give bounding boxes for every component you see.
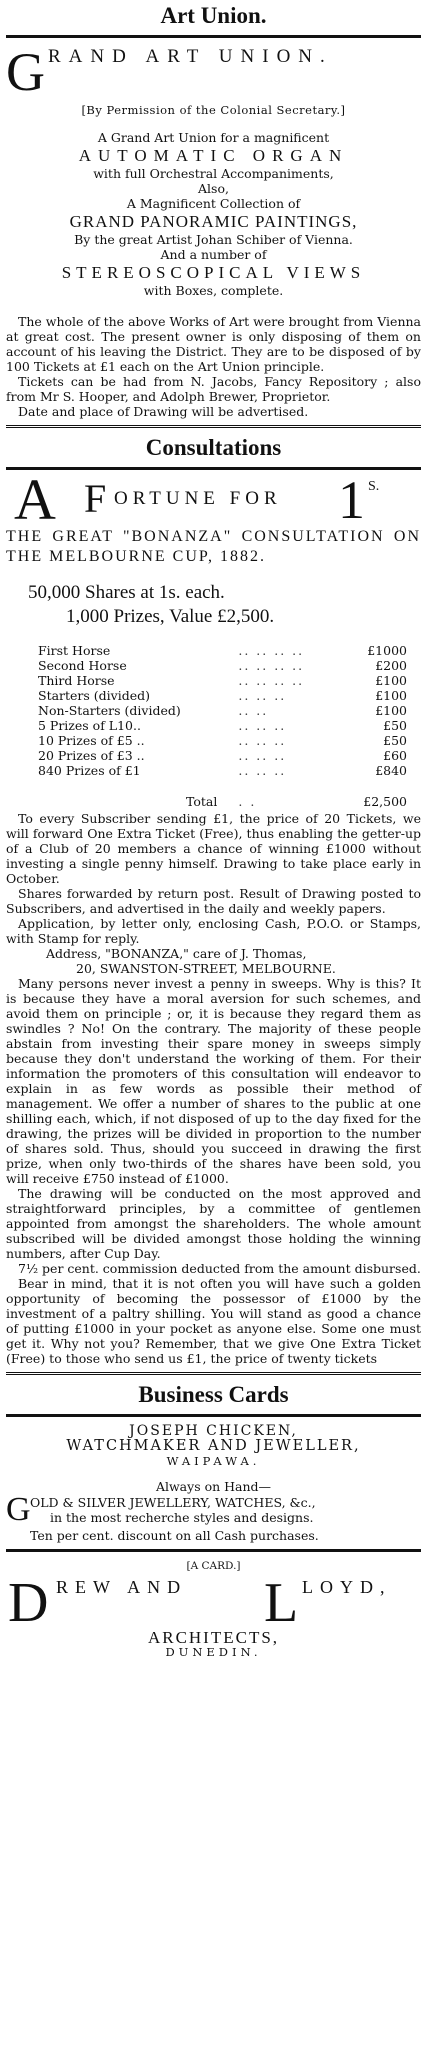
art-union-tickets: Tickets can be had from N. Jacobs, Fancy Repository ; also from Mr S. Hooper, and Adolph Brewer, Proprietor. xyxy=(6,374,421,404)
chicken-trade: WATCHMAKER AND JEWELLER, xyxy=(66,1438,361,1454)
gold-silver-line xyxy=(6,1491,421,1528)
prize-label: Starters (divided) xyxy=(38,688,151,703)
chicken-name: JOSEPH CHICKEN, xyxy=(129,1423,298,1439)
prize-amount: £50 xyxy=(383,718,407,733)
gold-text xyxy=(30,1495,316,1525)
art-line-paintings: GRAND PANORAMIC PAINTINGS, xyxy=(69,212,358,231)
art-line-6: By the great Artist Johan Schiber of Vienna. xyxy=(74,232,353,247)
prize-amount: £100 xyxy=(375,703,407,718)
shares-line-1: 50,000 Shares at 1s. each. xyxy=(28,582,225,603)
gold-drop-cap: G xyxy=(6,1491,31,1528)
prize-dots: .. .. .. xyxy=(238,748,287,763)
art-line-0: A Grand Art Union for a magnificent xyxy=(97,130,330,145)
prize-amount: £840 xyxy=(375,763,407,778)
shares-forwarded-paragraph: Shares forwarded by return post. Result of Drawing posted to Subscribers, and advertised in the daily and weekly papers. xyxy=(6,886,421,916)
consultations-heading: Consultations xyxy=(145,435,282,460)
lloyd-drop-cap: L xyxy=(264,1572,299,1634)
consultations-advert xyxy=(6,434,421,1366)
art-union-body: The whole of the above Works of Art were brought from Vienna at great cost. The present owner is only disposing of them on account of his leaving the District. They are to be disposed of by 100 Tickets at £1 each on the Art Union principle. xyxy=(6,314,421,374)
prize-amount: £100 xyxy=(375,673,407,688)
permission-line: [By Permission of the Colonial Secretary.] xyxy=(81,103,346,117)
prize-amount: £50 xyxy=(383,733,407,748)
prize-row xyxy=(6,703,421,718)
art-line-7: And a number of xyxy=(160,247,267,262)
prize-amount: £1000 xyxy=(367,643,407,658)
art-union-drawing: Date and place of Drawing will be advertised. xyxy=(18,404,309,419)
art-line-2: with full Orchestral Accompaniments, xyxy=(93,166,334,181)
art-line-3: Also, xyxy=(198,181,229,196)
prize-row xyxy=(6,733,421,748)
business-cards-heading: Business Cards xyxy=(138,1382,289,1407)
prize-row xyxy=(6,658,421,673)
fortune-shilling: S. xyxy=(368,479,380,494)
prize-row xyxy=(6,688,421,703)
prize-dots: .. .. .. xyxy=(238,718,287,733)
prize-row xyxy=(6,673,421,688)
prize-label: 5 Prizes of L10.. xyxy=(38,718,141,733)
art-line-4: A Magnificent Collection of xyxy=(126,196,301,211)
title-drop-cap: G xyxy=(6,42,45,102)
prize-label: Third Horse xyxy=(38,673,115,688)
gold-line-2: in the most recherche styles and designs. xyxy=(50,1510,314,1525)
prize-label: 840 Prizes of £1 xyxy=(38,763,141,778)
shares-line-2: 1,000 Prizes, Value £2,500. xyxy=(66,606,275,627)
prize-dots: .. .. .. xyxy=(238,688,287,703)
dunedin-line: DUNEDIN. xyxy=(165,1645,262,1659)
prize-label: Non-Starters (divided) xyxy=(38,703,181,718)
prize-row xyxy=(6,763,421,778)
title-rest: RAND ART UNION. xyxy=(48,46,333,67)
prize-total-row xyxy=(6,778,421,809)
card-tag: [A CARD.] xyxy=(186,1560,241,1572)
address-line-1: Address, "BONANZA," care of J. Thomas, xyxy=(46,946,307,961)
prize-label: First Horse xyxy=(38,643,111,658)
prize-label: Second Horse xyxy=(38,658,127,673)
prize-dots: .. .. xyxy=(238,703,269,718)
drew-lloyd-title xyxy=(6,1572,421,1634)
prize-dots: .. .. .. .. xyxy=(238,673,305,688)
fortune-rest: ORTUNE FOR xyxy=(114,488,282,509)
art-union-heading: Art Union. xyxy=(160,3,267,28)
prize-row xyxy=(6,643,421,658)
architects-line: ARCHITECTS, xyxy=(147,1628,280,1647)
heading-rule xyxy=(6,35,421,38)
discount-line: Ten per cent. discount on all Cash purchases. xyxy=(30,1528,319,1543)
prize-amount: £200 xyxy=(375,658,407,673)
bonanza-title: THE GREAT "BONANZA" CONSULTATION ON THE MELBOURNE CUP, 1882. xyxy=(6,528,421,565)
art-line-9: with Boxes, complete. xyxy=(143,283,284,298)
prize-row xyxy=(6,718,421,733)
prize-amount: £60 xyxy=(383,748,407,763)
always-on-hand: Always on Hand— xyxy=(155,1479,272,1494)
address-line-2: 20, SWANSTON-STREET, MELBOURNE. xyxy=(76,961,336,976)
explanation-paragraph: Many persons never invest a penny in sweeps. Why is this? It is because they have a moral aversion for such schemes, and avoid them on principle ; or, it is because they regard them as swindles ? No! On the contrary. The majority of these people abstain from investing their spare money in sweeps simply because they don't understand the working of them. For their information the promoters of this consultation will endeavor to explain in as few words as possible their method of management. We offer a number of shares to the public at one shilling each, which, if not disposed of up to the day fixed for the drawing, the prizes will be divided in proportion to the number of shares sold. Thus, should you succeed in drawing the first prize, when only two-thirds of the shares have been sold, you will receive £750 instead of £1000. xyxy=(6,976,421,1186)
drawing-paragraph: The drawing will be conducted on the most approved and straightforward principles, by a committee of gentlemen appointed from amongst the shareholders. The whole amount subscribed will be divided amongst those holding the winning numbers, after Cup Day. xyxy=(6,1186,421,1261)
lloyd-rest: LOYD, xyxy=(302,1577,392,1597)
prize-label: 20 Prizes of £3 .. xyxy=(38,748,145,763)
fortune-title xyxy=(6,467,421,532)
drew-drop-cap: D xyxy=(8,1572,49,1634)
subscriber-paragraph: To every Subscriber sending £1, the price of 20 Tickets, we will forward One Extra Ticket (Free), thus enabling the getter-up of a Club of 20 members a chance of winning £1000 without investing a single penny himself. Drawing to take place early in October. xyxy=(6,811,421,886)
fortune-drop-f: F xyxy=(84,476,107,521)
business-cards-section xyxy=(6,1381,421,1660)
section-divider xyxy=(6,1372,421,1375)
application-paragraph: Application, by letter only, enclosing Cash, P.O.O. or Stamps, with Stamp for reply. xyxy=(6,916,421,946)
chicken-town: WAIPAWA. xyxy=(166,1454,261,1468)
commission-paragraph: 7½ per cent. commission deducted from the amount disbursed. xyxy=(18,1261,421,1276)
grand-art-union-title xyxy=(6,42,421,102)
section-divider xyxy=(6,425,421,428)
total-amount: £2,500 xyxy=(363,794,407,809)
total-dots: . . xyxy=(238,794,257,809)
art-line-automatic-organ: AUTOMATIC ORGAN xyxy=(78,146,349,165)
prize-dots: .. .. .. xyxy=(238,763,287,778)
prize-row xyxy=(6,748,421,763)
fortune-a: A xyxy=(14,467,56,532)
fortune-one: 1 xyxy=(338,470,365,530)
heading-rule xyxy=(6,1414,421,1417)
prize-dots: .. .. .. .. xyxy=(238,658,305,673)
prize-dots: .. .. .. .. xyxy=(238,643,305,658)
drew-rest: REW AND xyxy=(56,1577,188,1597)
card-rule xyxy=(6,1549,421,1552)
prize-label: 10 Prizes of £5 .. xyxy=(38,733,145,748)
art-union-advert xyxy=(6,2,421,419)
gold-line-1: OLD & SILVER JEWELLERY, WATCHES, &c., xyxy=(30,1495,316,1510)
prize-amount: £100 xyxy=(375,688,407,703)
total-label: Total xyxy=(186,794,218,809)
prize-dots: .. .. .. xyxy=(238,733,287,748)
art-line-stereoscopical: STEREOSCOPICAL VIEWS xyxy=(61,263,366,282)
prize-table xyxy=(6,643,421,809)
bear-in-mind-paragraph: Bear in mind, that it is not often you will have such a golden opportunity of becoming the possessor of £1000 by the investment of a paltry shilling. You will stand as good a chance of putting £1000 in your pocket as anyone else. Some one must get it. Why not you? Remember, that we give One Extra Ticket (Free) to those who send us £1, the price of twenty tickets xyxy=(6,1276,421,1366)
